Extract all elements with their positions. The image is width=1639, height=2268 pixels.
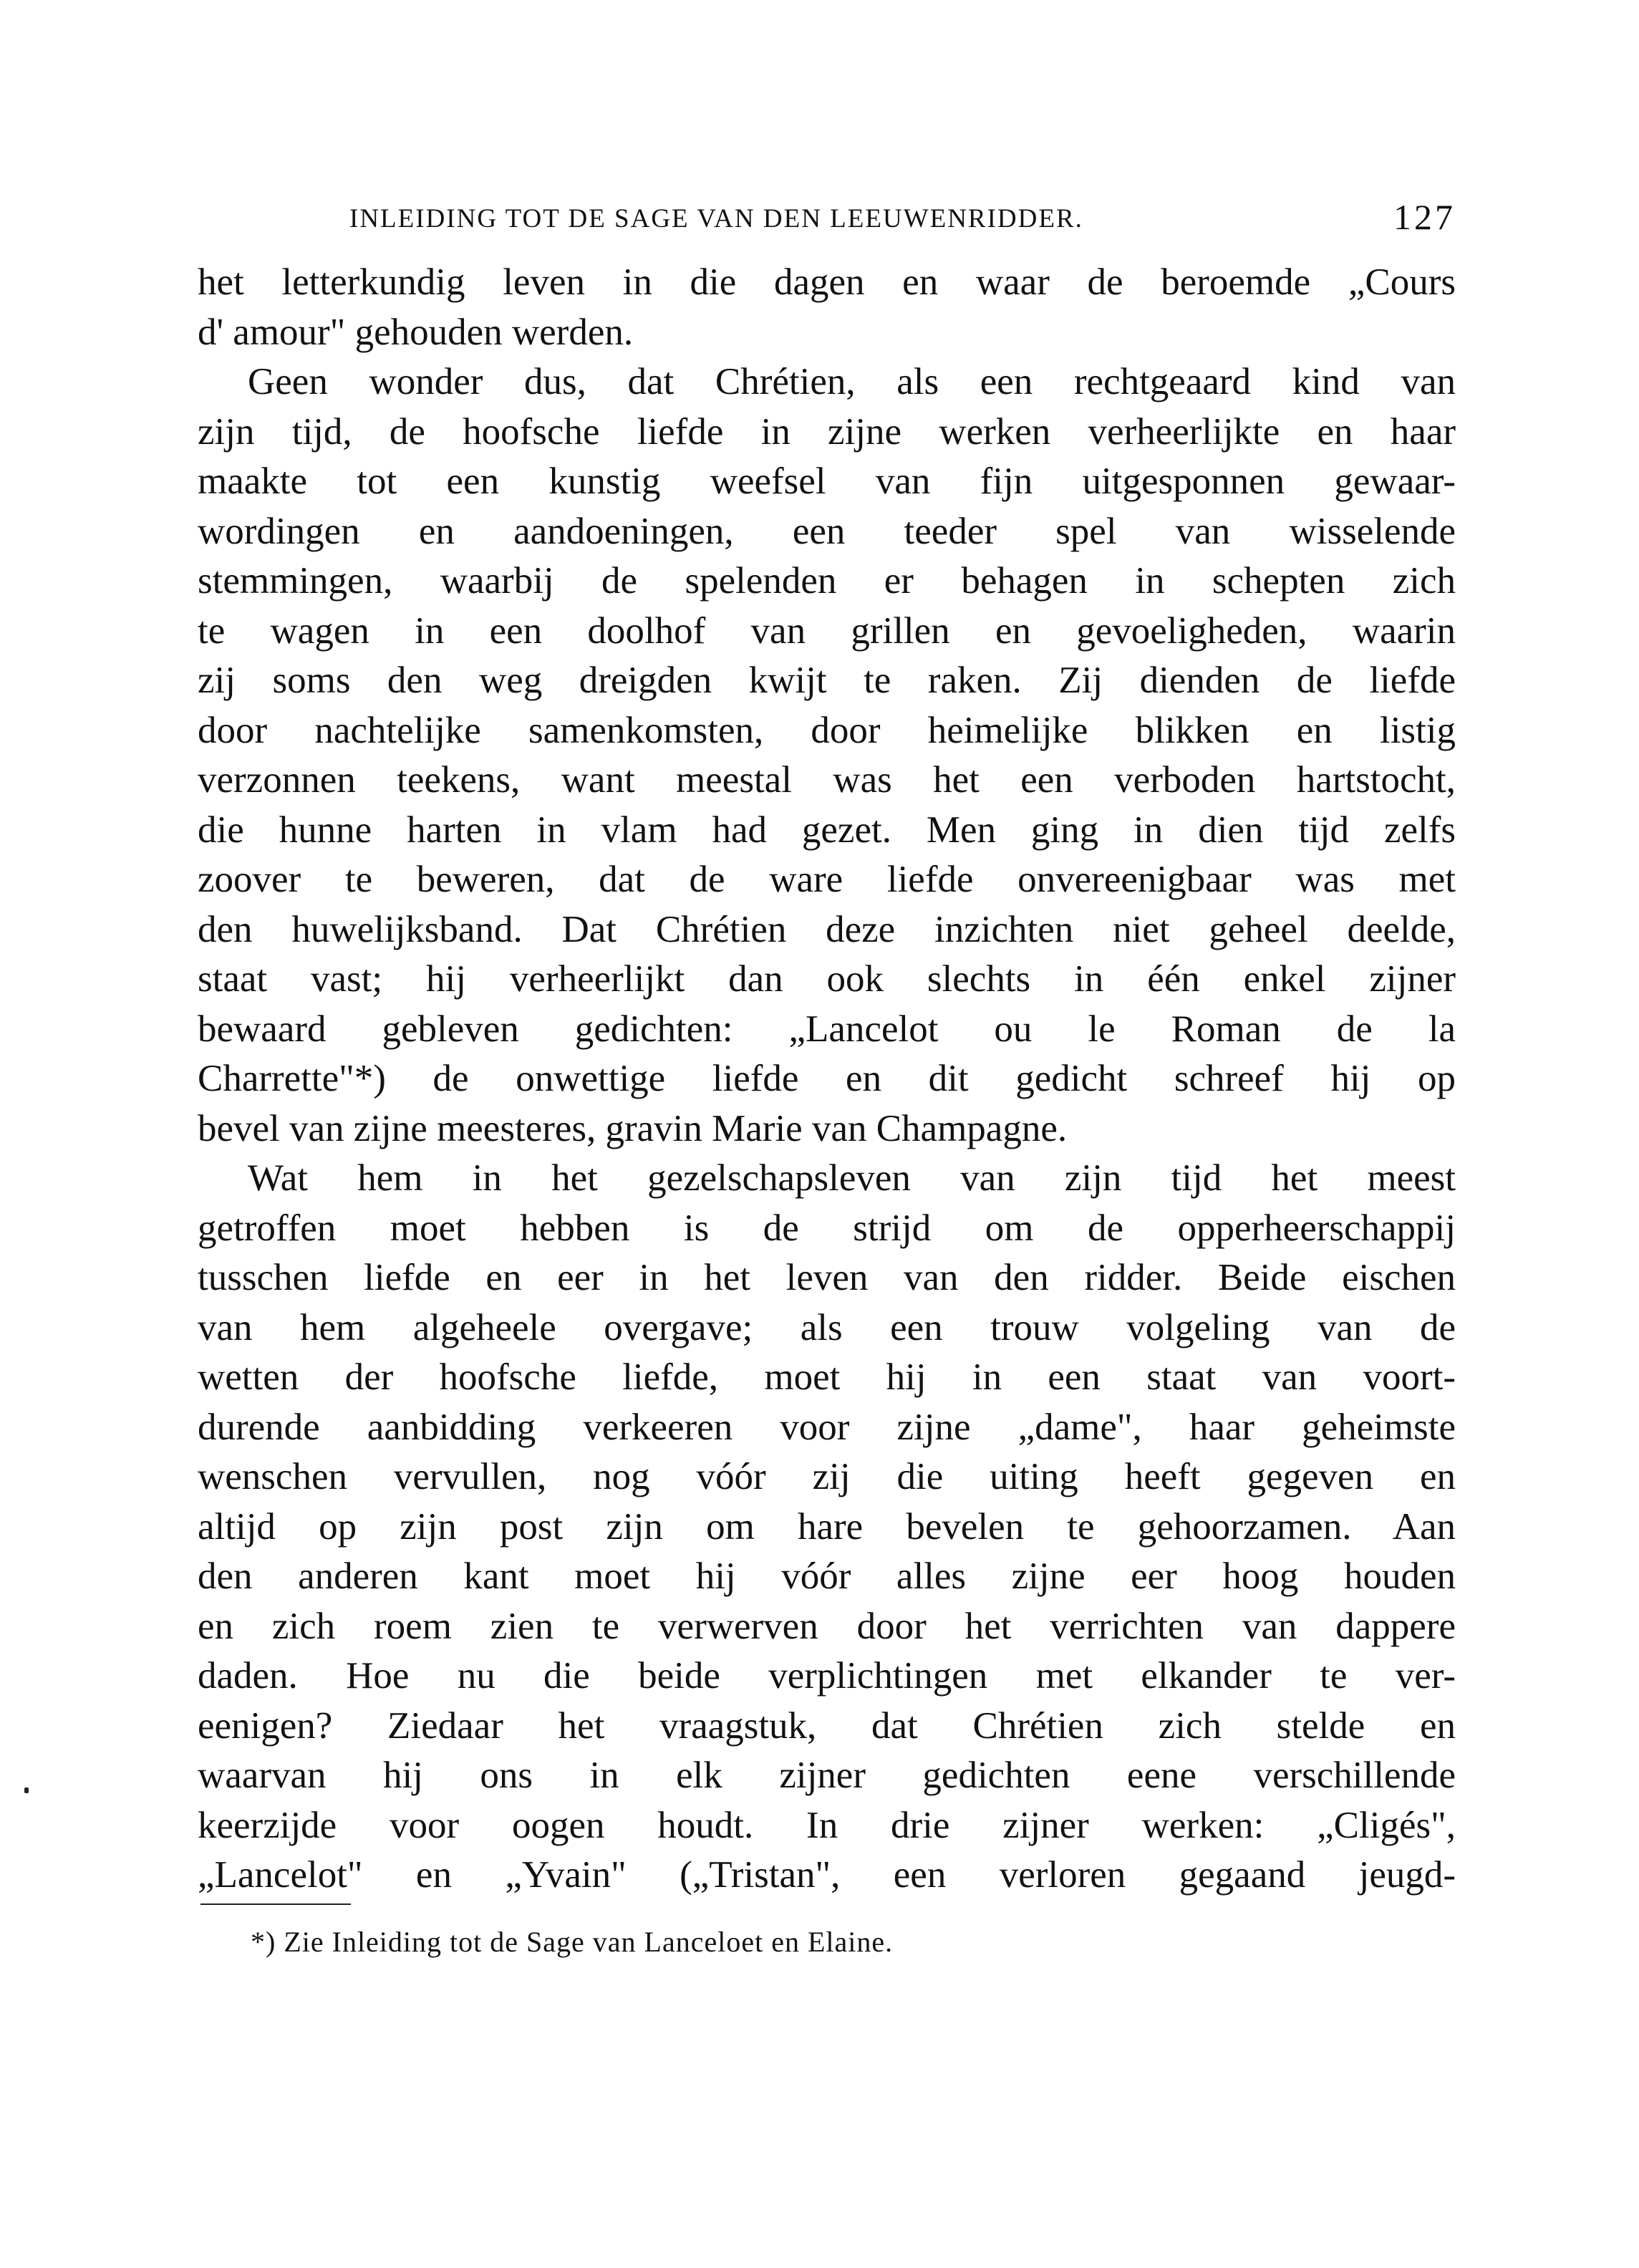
- text-line: keerzijde voor oogen houdt. In drie zijner werken: „Cligés",: [198, 1804, 1456, 1846]
- text-line: stemmingen, waarbij de spelenden er behagen in schepten zich: [198, 560, 1456, 602]
- text-line: „Lancelot" en „Yvain" („Tristan", een verloren gegaand jeugd-: [198, 1854, 1456, 1896]
- text-line: die hunne harten in vlam had gezet. Men ging in dien tijd zelfs: [198, 809, 1456, 851]
- running-head: [349, 197, 1456, 243]
- text-line: durende aanbidding verkeeren voor zijne „dame", haar geheimste: [198, 1406, 1456, 1448]
- page-number: 127: [1393, 197, 1456, 237]
- text-line: Charrette"*) de onwettige liefde en dit gedicht schreef hij op: [198, 1058, 1456, 1099]
- text-line: Geen wonder dus, dat Chrétien, als een rechtgeaard kind van: [248, 361, 1456, 402]
- text-line: eenigen? Ziedaar het vraagstuk, dat Chrétien zich stelde en: [198, 1704, 1456, 1747]
- text-line: d' amour" gehouden werden.: [198, 311, 634, 353]
- text-line: getroffen moet hebben is de strijd om de opperheerschappij: [198, 1207, 1456, 1249]
- body-text: [198, 258, 1456, 1901]
- text-line: staat vast; hij verheerlijkt dan ook slechts in één enkel zijner: [198, 958, 1456, 1000]
- text-line: en zich roem zien te verwerven door het verrichten van dappere: [198, 1605, 1456, 1647]
- text-line: Wat hem in het gezelschapsleven van zijn tijd het meest: [248, 1157, 1456, 1199]
- text-line: door nachtelijke samenkomsten, door heimelijke blikken en listig: [198, 709, 1456, 751]
- text-line: waarvan hij ons in elk zijner gedichten eene verschillende: [198, 1755, 1456, 1796]
- text-line: wetten der hoofsche liefde, moet hij in een staat van voort-: [198, 1356, 1456, 1398]
- text-line: verzonnen teekens, want meestal was het een verboden hartstocht,: [198, 759, 1456, 801]
- text-line: zoover te beweren, dat de ware liefde onvereenigbaar was met: [198, 859, 1456, 900]
- footnote: *) Zie Inleiding tot de Sage van Lanceloet en Elaine.: [251, 1926, 894, 1958]
- text-line: wordingen en aandoeningen, een teeder spel van wisselende: [198, 510, 1456, 552]
- text-line: den anderen kant moet hij vóór alles zijne eer hoog houden: [198, 1555, 1456, 1597]
- text-line: wenschen vervullen, nog vóór zij die uiting heeft gegeven en: [198, 1456, 1456, 1497]
- text-line: maakte tot een kunstig weefsel van fijn uitgesponnen gewaar-: [198, 460, 1456, 502]
- text-line: daden. Hoe nu die beide verplichtingen met elkander te ver-: [198, 1655, 1456, 1697]
- text-line: bevel van zijne meesteres, gravin Marie van Champagne.: [198, 1107, 1068, 1149]
- text-line: tusschen liefde en eer in het leven van den ridder. Beide eischen: [198, 1257, 1456, 1298]
- text-line: zij soms den weg dreigden kwijt te raken. Zij dienden de liefde: [198, 660, 1456, 701]
- text-line: het letterkundig leven in die dagen en waar de beroemde „Cours: [198, 261, 1456, 303]
- running-head-title: INLEIDING TOT DE SAGE VAN DEN LEEUWENRIDDER.: [349, 204, 1083, 233]
- text-line: altijd op zijn post zijn om hare bevelen te gehoorzamen. Aan: [198, 1505, 1456, 1548]
- scan-speck: [24, 1787, 29, 1793]
- text-line: zijn tijd, de hoofsche liefde in zijne werken verheerlijkte en haar: [198, 410, 1456, 453]
- text-line: van hem algeheele overgave; als een trouw volgeling van de: [198, 1306, 1456, 1348]
- footnote-rule: [200, 1903, 351, 1905]
- text-line: te wagen in een doolhof van grillen en gevoeligheden, waarin: [198, 609, 1456, 652]
- text-line: den huwelijksband. Dat Chrétien deze inzichten niet geheel deelde,: [198, 908, 1456, 950]
- text-line: bewaard gebleven gedichten: „Lancelot ou le Roman de la: [198, 1008, 1456, 1050]
